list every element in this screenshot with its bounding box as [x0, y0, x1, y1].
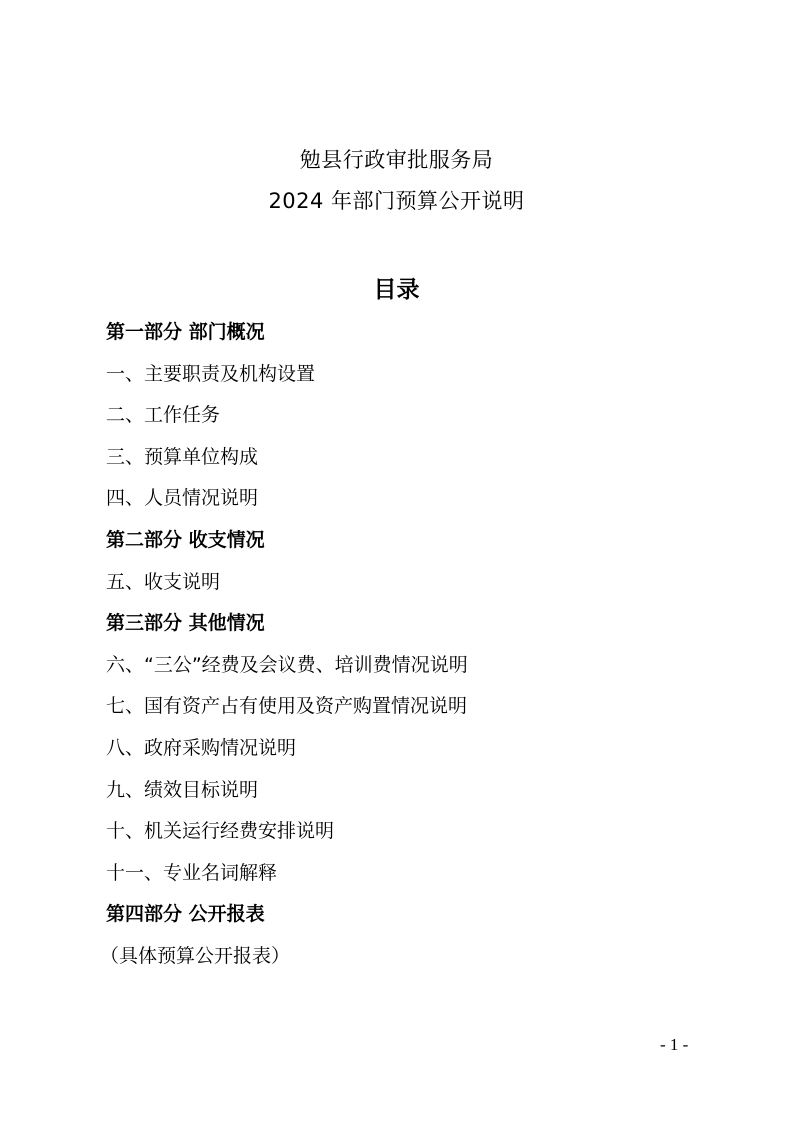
toc-part-2: 第二部分 收支情况 [106, 528, 265, 551]
document-title-line1: 勉县行政审批服务局 [299, 148, 494, 172]
document-title-line2: 2024 年部门预算公开说明 [268, 189, 525, 213]
toc-heading: 目录 [373, 277, 420, 303]
toc-item: 五、收支说明 [106, 570, 221, 593]
toc-part-1: 第一部分 部门概况 [106, 321, 265, 343]
toc-part-3: 第三部分 其他情况 [106, 612, 265, 635]
toc-item: 十一、专业名词解释 [106, 861, 278, 884]
toc-item: 四、人员情况说明 [106, 487, 259, 510]
toc-item: 六、“三公”经费及会议费、培训费情况说明 [106, 653, 468, 676]
toc-item: 九、绩效目标说明 [106, 778, 259, 801]
toc-item: 七、国有资产占有使用及资产购置情况说明 [106, 695, 468, 718]
table-of-contents [100, 312, 726, 978]
page-number: - 1 - [660, 1035, 689, 1054]
toc-item: 一、主要职责及机构设置 [106, 362, 316, 385]
toc-part-4: 第四部分 公开报表 [106, 903, 265, 926]
toc-item: 二、工作任务 [106, 404, 221, 427]
toc-item: 八、政府采购情况说明 [106, 736, 297, 759]
toc-note: （具体预算公开报表） [100, 944, 291, 967]
toc-item: 十、机关运行经费安排说明 [106, 820, 335, 843]
toc-item: 三、预算单位构成 [106, 445, 259, 468]
